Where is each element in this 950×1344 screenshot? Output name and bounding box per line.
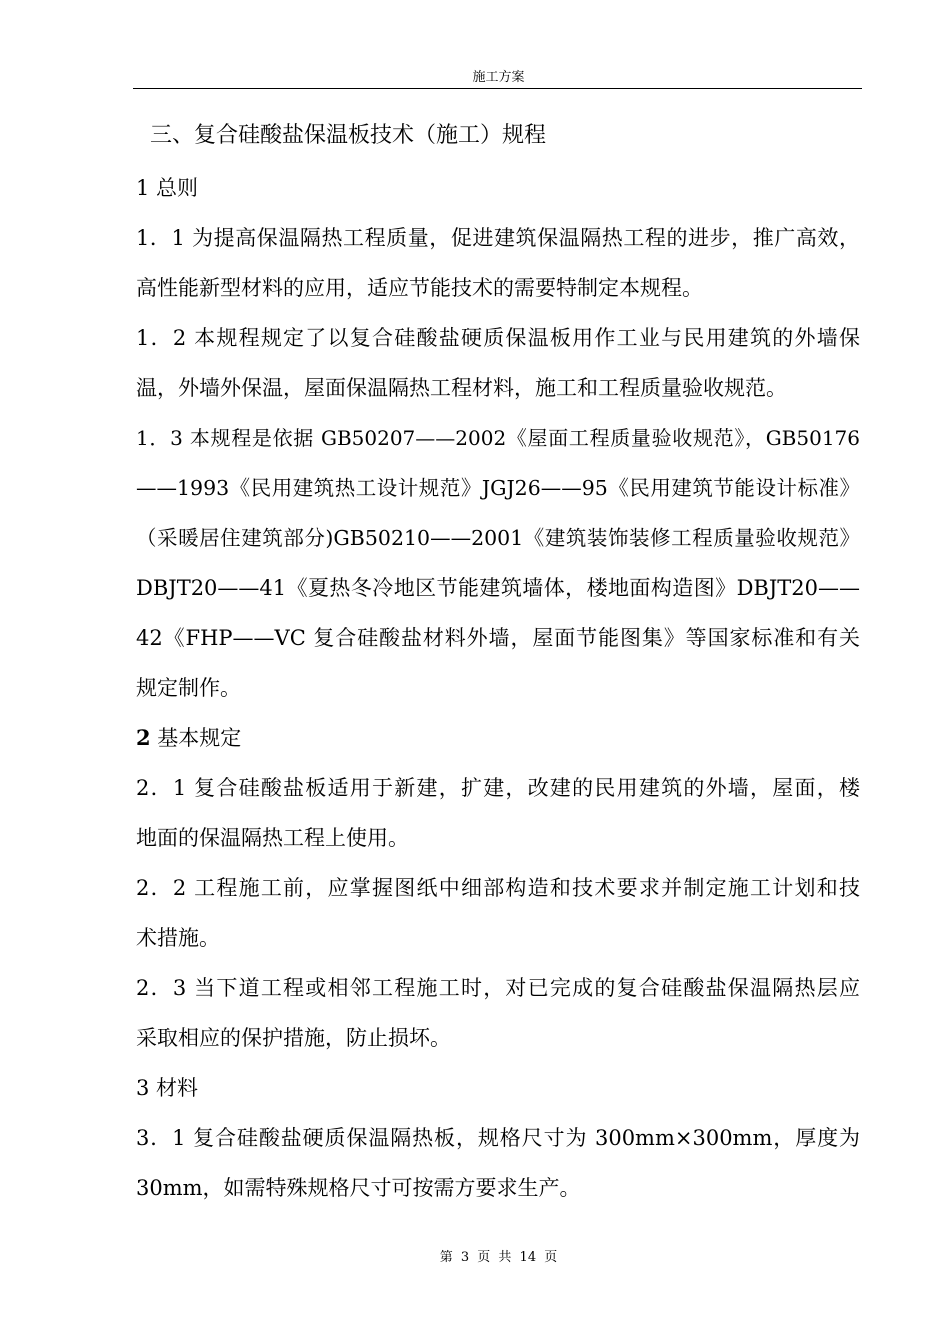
- document-body: [136, 117, 860, 1213]
- paragraph-1-2-line-1: 1．2 本规程规定了以复合硅酸盐硬质保温板用作工业与民用建筑的外墙保: [136, 326, 860, 350]
- heading-general: 1 总则: [136, 176, 199, 200]
- paragraph-3-1-line-1: 3．1 复合硅酸盐硬质保温隔热板，规格尺寸为 300mm×300mm，厚度为: [136, 1126, 860, 1150]
- paragraph-2-2-line-2: 术措施。: [136, 926, 220, 950]
- paragraph-3-1-line-2: 30mm，如需特殊规格尺寸可按需方要求生产。: [136, 1176, 581, 1200]
- paragraph-2-2-line-1: 2．2 工程施工前，应掌握图纸中细部构造和技术要求并制定施工计划和技: [136, 876, 860, 900]
- paragraph-1-3-line-2: ——1993《民用建筑热工设计规范》JGJ26——95《民用建筑节能设计标准》: [136, 476, 860, 500]
- paragraph-1-2-line-2: 温，外墙外保温，屋面保温隔热工程材料，施工和工程质量验收规范。: [136, 376, 787, 400]
- heading-basic-rules-number: 2: [136, 725, 151, 750]
- paragraph-2-1-line-2: 地面的保温隔热工程上使用。: [136, 826, 409, 850]
- paragraph-1-1-line-2: 高性能新型材料的应用，适应节能技术的需要特制定本规程。: [136, 276, 703, 300]
- paragraph-1-1-line-1: 1．1 为提高保温隔热工程质量，促进建筑保温隔热工程的进步，推广高效，: [136, 226, 860, 250]
- paragraph-2-3-line-2: 采取相应的保护措施，防止损坏。: [136, 1026, 451, 1050]
- section-title: 三、复合硅酸盐保温板技术（施工）规程: [150, 123, 547, 148]
- header-rule: [133, 88, 862, 89]
- paragraph-1-3-line-6: 规定制作。: [136, 676, 241, 700]
- paragraph-1-3-line-5: 42《FHP——VC 复合硅酸盐材料外墙，屋面节能图集》等国家标准和有关: [136, 626, 860, 650]
- heading-basic-rules-text: 基本规定: [150, 726, 242, 750]
- paragraph-2-1-line-1: 2．1 复合硅酸盐板适用于新建，扩建，改建的民用建筑的外墙，屋面，楼: [136, 776, 860, 800]
- heading-basic-rules: [136, 713, 860, 763]
- paragraph-1-3-line-4: DBJT20——41《夏热冬冷地区节能建筑墙体，楼地面构造图》DBJT20——: [136, 576, 860, 600]
- heading-materials: 3 材料: [136, 1076, 199, 1100]
- paragraph-1-3-line-3: （采暖居住建筑部分)GB50210——2001《建筑装饰装修工程质量验收规范》: [136, 526, 860, 550]
- paragraph-2-3-line-1: 2．3 当下道工程或相邻工程施工时，对已完成的复合硅酸盐保温隔热层应: [136, 976, 860, 1000]
- paragraph-1-3-line-1: 1．3 本规程是依据 GB50207——2002《屋面工程质量验收规范》，GB50176: [136, 426, 860, 450]
- page-header: 施工方案: [472, 70, 525, 85]
- page-footer: 第 3 页 共 14 页: [439, 1250, 558, 1265]
